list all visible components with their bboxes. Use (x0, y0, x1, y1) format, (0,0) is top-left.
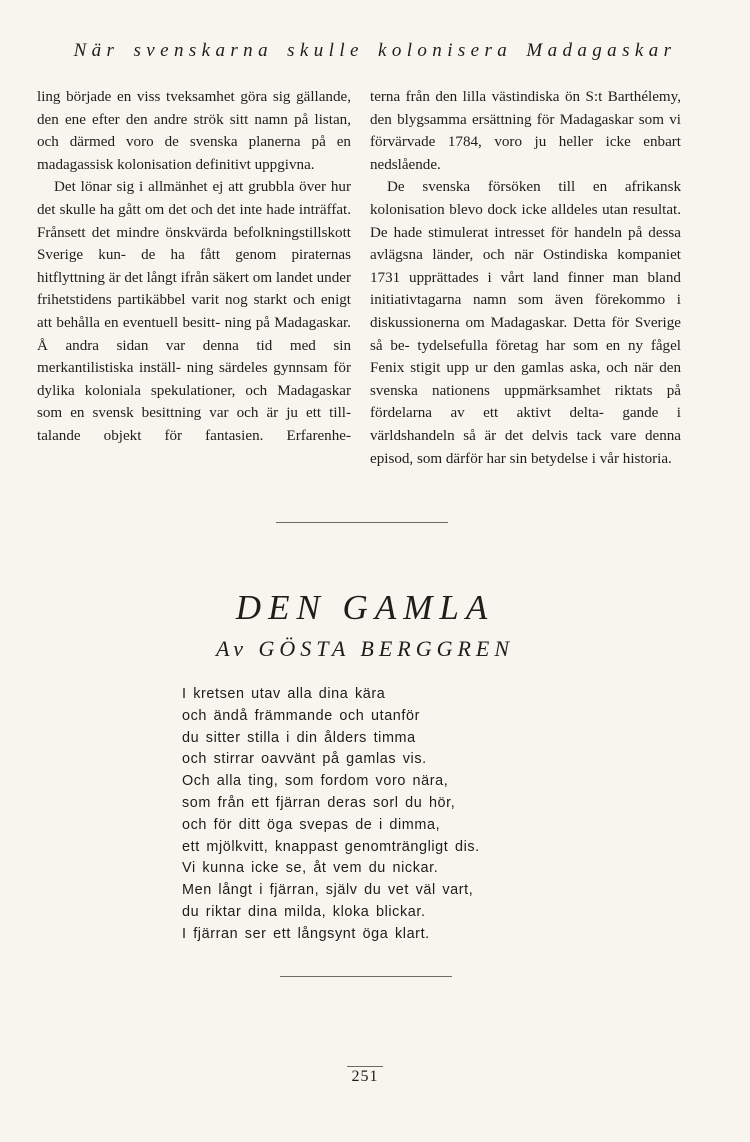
text-line: är det långt ifrån säkert om landet under (108, 269, 352, 286)
text-line: de ha fått genom piraternas hitflyttning (37, 247, 351, 286)
text-line: Ostindiska kompaniet 1731 upprättades i (370, 247, 681, 286)
poem-title: DEN GAMLA (235, 588, 495, 627)
text-line: gande i världshandeln så är det delvis (370, 405, 681, 444)
text-line: ju heller icke enbart nedslående. (370, 134, 681, 173)
text-line: terna från den lilla västindiska ön S:t (370, 89, 603, 105)
poem-line: du riktar dina milda, kloka blickar. (182, 903, 426, 920)
page-number-rule (347, 1066, 383, 1067)
poem-line: och stirrar oavvänt på gamlas vis. (182, 751, 427, 768)
section-divider (280, 976, 452, 977)
text-line: frihetstidens partikäbbel varit nog starkt (37, 292, 288, 309)
text-line: ning särdeles gynnsam för dylika koloniala (37, 360, 352, 399)
poem-line: du sitter stilla i din ålders timma (182, 729, 416, 746)
text-line: kolonisation blevo dock icke alldeles utan (370, 201, 629, 218)
text-line: resultat. De hade stimulerat intresset för (370, 201, 681, 241)
text-line: svensk besittning var och är ju ett till- (92, 405, 351, 422)
text-line: spekulationer, och Madagaskar som en (37, 382, 351, 422)
text-line: tack vare denna episod, som därför har sin (370, 427, 681, 467)
text-line: inte hade inträffat. Frånsett det mindre (37, 201, 352, 241)
text-line: namn som även förekommo i diskussionerna (370, 292, 681, 331)
text-line: ning på Madagaskar. Å andra sidan var (37, 314, 351, 354)
poem-line: I fjärran ser ett långsynt öga klart. (182, 925, 430, 942)
paragraph (370, 86, 681, 176)
text-line: när den svenska nationens uppmärksamhet (370, 360, 682, 399)
poem-line: Och alla ting, som fordom voro nära, (182, 773, 449, 790)
poem-line: Men långt i fjärran, själv du vet väl vart, (182, 882, 474, 899)
text-line: riktats på fördelarna av ett aktivt delta- (370, 382, 681, 422)
paragraph (37, 86, 351, 176)
text-line: Madagaskar som vi förvärvade 1784, voro (370, 111, 681, 151)
poem-line: och för ditt öga svepas de i dimma, (182, 816, 441, 833)
poem-line: som från ett fjärran deras sorl du hör, (182, 794, 456, 811)
text-line: vårt land finner man bland initiativtagarna (370, 269, 681, 309)
section-divider (276, 522, 448, 523)
paragraph (370, 176, 681, 470)
text-line: talande objekt för fantasien. Erfarenhe- (37, 427, 351, 444)
page-number: 251 (351, 1068, 379, 1085)
right-column (370, 86, 681, 470)
poem-line: I kretsen utav alla dina kära (182, 686, 386, 702)
poem-byline: Av GÖSTA BERGGREN (215, 636, 515, 661)
text-line: gällande, den ene efter den andre strök sitt (37, 89, 351, 128)
paragraph (37, 176, 351, 447)
text-line: Det lönar sig i allmänhet ej att grubbla (54, 179, 295, 196)
text-line: definitivt uppgivna. (195, 156, 315, 173)
text-line: och enigt att behålla en eventuell besitt- (37, 292, 351, 331)
poem-line: Vi kunna icke se, åt vem du nickar. (182, 860, 439, 877)
running-head: När svenskarna skulle kolonisera Madagaskar (73, 40, 677, 61)
text-line: betydelse i vår historia. (530, 450, 672, 467)
text-line: planerna på en madagassisk kolonisation (37, 134, 351, 173)
text-line: denna tid med sin merkantilistiska inställ- (37, 337, 351, 377)
left-column (37, 86, 351, 448)
text-line: tydelsefulla företag har som en ny fågel (417, 337, 682, 354)
text-line: De svenska försöken till en afrikansk (387, 179, 681, 196)
text-line: önskvärda befolkningstillskott Sverige kun- (37, 224, 351, 264)
poem-line: och ändå främmande och utanför (182, 707, 420, 724)
poem-body (182, 684, 542, 946)
text-line: handeln på dessa avlägsna länder, och när (370, 224, 681, 264)
text-line: namn på listan, och därmed voro de svenska (37, 111, 351, 151)
text-line: ling började en viss tveksamhet göra sig (37, 89, 291, 105)
text-line: Barthélemy, den blygsamma ersättning för (370, 89, 681, 128)
text-line: över hur det skulle ha gått om det och det (37, 179, 351, 218)
text-line: om Madagaskar. Detta för Sverige så be- (370, 314, 681, 354)
text-line: Fenix stigit upp ur den gamlas aska, och (370, 360, 629, 377)
poem-line: ett mjölkvitt, knappast genomträngligt dis. (182, 838, 480, 855)
